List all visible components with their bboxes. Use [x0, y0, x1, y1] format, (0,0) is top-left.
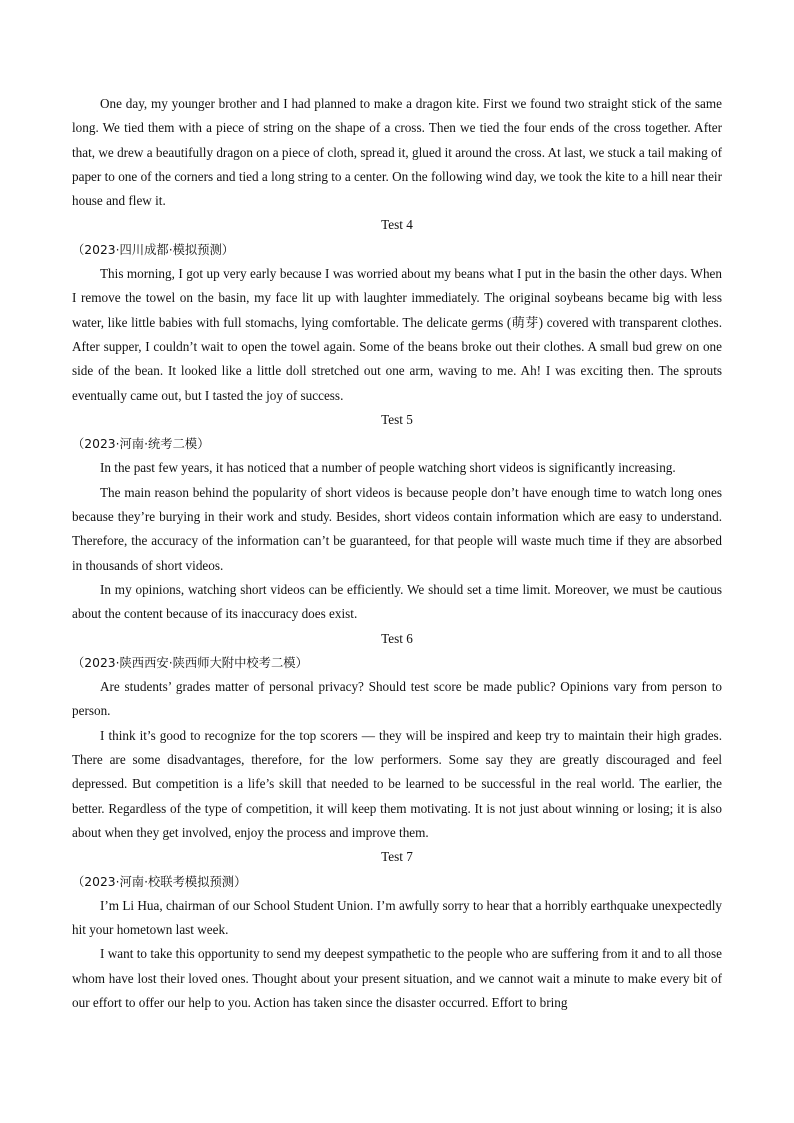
test-4-source: （2023·四川成都·模拟预测） [72, 242, 235, 257]
test-5-title: Test 5 [381, 411, 413, 427]
test-5-paragraph-3: In my opinions, watching short videos can be efficiently. We should set a time limit. Moreover, we must be cautious about the content because of its inaccuracy does exist. [72, 581, 722, 622]
test-6-title: Test 6 [381, 630, 413, 646]
test-6-source: （2023·陕西西安·陕西师大附中校考二模） [72, 655, 308, 670]
test-7-title: Test 7 [381, 849, 413, 865]
test-7-paragraph-2: I want to take this opportunity to send my deepest sympathetic to the people who are suffering from it and to all those whom have lost their loved ones. Thought about your present situation, and we cannot wait a minute to make every bit of our effort to offer our help to you. Action has taken since the disaster occurred. Effort to bring [72, 946, 722, 1010]
test-5-paragraph-2: The main reason behind the popularity of short videos is because people don’t have enough time to watch long ones because they’re burying in their work and study. Besides, short videos contain information which are easy to understand. Therefore, the accuracy of the information can’t be guaranteed, for that people will waste much time if they are absorbed in thousands of short videos. [72, 484, 722, 573]
test-6-paragraph-1: Are students’ grades matter of personal privacy? Should test score be made public? Opinions vary from person to person. [72, 679, 722, 719]
test-7-source: （2023·河南·校联考模拟预测） [72, 874, 247, 889]
document-body [72, 92, 722, 1015]
test-4-paragraph-1: This morning, I got up very early because I was worried about my beans what I put in the basin the other days. When I remove the towel on the basin, my face lit up with laughter immediately. The original soybeans became big with less water, like little babies with full stomachs, lying comfortable. The delicate germs (萌芽) covered with transparent clothes. After supper, I couldn’t wait to open the towel again. Some of the beans broke out their clothes. A small bud grew on one side of the bean. It looked like a little doll stretched out one arm, waving to me. Ah! I was exciting then. The sprouts eventually came out, but I tasted the joy of success. [72, 266, 722, 403]
test-6-paragraph-2: I think it’s good to recognize for the top scorers — they will be inspired and keep try to maintain their high grades. There are some disadvantages, therefore, for the low performers. Some say they are greatly discouraged and feel depressed. But competition is a life’s skill that needed to be learned to be successful in the real world. The earlier, the better. Regardless of the type of competition, it will keep them motivating. It is not just about winning or losing; it is also about when they get involved, enjoy the process and improve them. [72, 727, 722, 840]
intro-paragraph: One day, my younger brother and I had planned to make a dragon kite. First we found two straight stick of the same long. We tied them with a piece of string on the shape of a cross. Then we tied the four ends of the cross together. After that, we drew a beautifully dragon on a piece of cloth, spread it, glued it around the cross. At last, we stuck a tail making of paper to one of the corners and tied a long string to a center. On the following wind day, we took the kite to a hill near their house and flew it. [72, 96, 722, 209]
test-7-paragraph-1: I’m Li Hua, chairman of our School Student Union. I’m awfully sorry to hear that a horribly earthquake unexpectedly hit your hometown last week. [72, 897, 722, 938]
test-5-paragraph-1: In the past few years, it has noticed that a number of people watching short videos is significantly increasing. [100, 460, 676, 476]
test-4-title: Test 4 [381, 217, 413, 233]
test-5-source: （2023·河南·统考二模） [72, 437, 210, 452]
